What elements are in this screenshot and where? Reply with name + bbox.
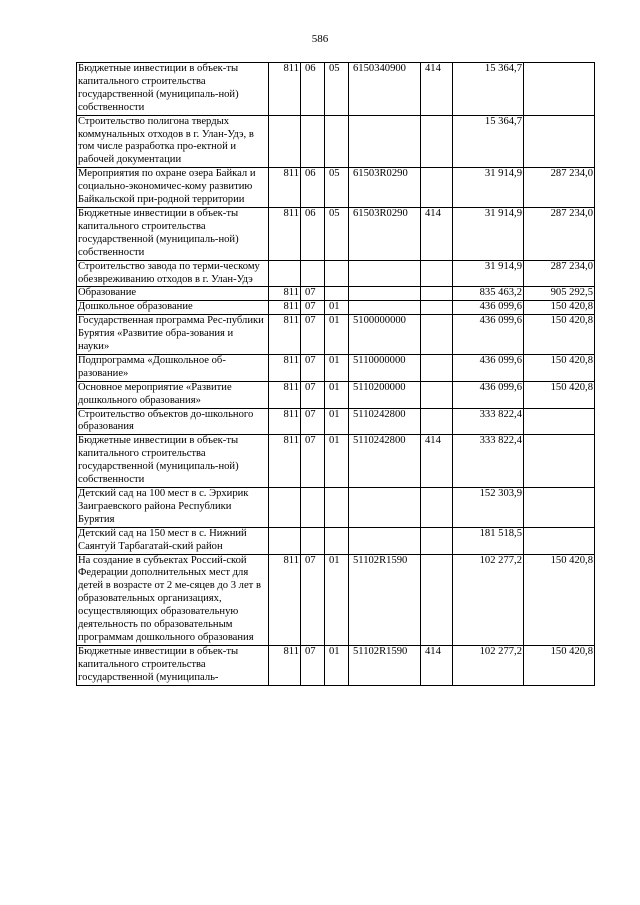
- amount-year2-cell: 150 420,8: [524, 315, 595, 355]
- amount-year1-cell: 436 099,6: [453, 381, 524, 408]
- amount-year1-cell: 31 914,9: [453, 168, 524, 208]
- expense-type-cell: [421, 354, 453, 381]
- section-code-cell: 06: [301, 63, 325, 116]
- table-row: [77, 645, 595, 685]
- expense-type-cell: 414: [421, 207, 453, 260]
- target-article-cell: [349, 260, 421, 287]
- section-code-cell: 07: [301, 315, 325, 355]
- amount-year2-cell: [524, 408, 595, 435]
- subsection-code-cell: 05: [325, 207, 349, 260]
- table-row: [77, 435, 595, 488]
- table-row: [77, 301, 595, 315]
- amount-year2-cell: [524, 527, 595, 554]
- amount-year2-cell: 150 420,8: [524, 381, 595, 408]
- table-row: [77, 287, 595, 301]
- row-name-cell: Подпрограмма «Дошкольное об-разование»: [77, 354, 269, 381]
- amount-year1-cell: 181 518,5: [453, 527, 524, 554]
- amount-year1-cell: 436 099,6: [453, 315, 524, 355]
- ministry-code-cell: [269, 260, 301, 287]
- subsection-code-cell: 01: [325, 315, 349, 355]
- target-article-cell: [349, 115, 421, 168]
- expense-type-cell: 414: [421, 63, 453, 116]
- amount-year1-cell: 835 463,2: [453, 287, 524, 301]
- section-code-cell: 07: [301, 287, 325, 301]
- amount-year2-cell: [524, 488, 595, 528]
- amount-year2-cell: 287 234,0: [524, 260, 595, 287]
- amount-year2-cell: 287 234,0: [524, 168, 595, 208]
- row-name-cell: Бюджетные инвестиции в объек-ты капитального строительства государственной (муниципаль-ной) собственности: [77, 435, 269, 488]
- section-code-cell: 07: [301, 381, 325, 408]
- expense-type-cell: [421, 260, 453, 287]
- table-row: [77, 168, 595, 208]
- amount-year1-cell: 102 277,2: [453, 554, 524, 645]
- amount-year2-cell: 150 420,8: [524, 645, 595, 685]
- section-code-cell: [301, 488, 325, 528]
- target-article-cell: 5110242800: [349, 408, 421, 435]
- expense-type-cell: [421, 287, 453, 301]
- ministry-code-cell: [269, 527, 301, 554]
- section-code-cell: 07: [301, 554, 325, 645]
- table-row: [77, 554, 595, 645]
- expense-type-cell: 414: [421, 435, 453, 488]
- table-row: [77, 354, 595, 381]
- subsection-code-cell: [325, 287, 349, 301]
- amount-year1-cell: 333 822,4: [453, 435, 524, 488]
- target-article-cell: [349, 287, 421, 301]
- subsection-code-cell: 05: [325, 63, 349, 116]
- table-row: [77, 207, 595, 260]
- row-name-cell: Строительство объектов до-школьного образования: [77, 408, 269, 435]
- row-name-cell: Бюджетные инвестиции в объек-ты капитального строительства государственной (муниципаль-ной) собственности: [77, 63, 269, 116]
- ministry-code-cell: 811: [269, 435, 301, 488]
- ministry-code-cell: 811: [269, 554, 301, 645]
- amount-year1-cell: 15 364,7: [453, 115, 524, 168]
- ministry-code-cell: 811: [269, 287, 301, 301]
- table-row: [77, 63, 595, 116]
- row-name-cell: Детский сад на 100 мест в с. Эрхирик Заиграевского района Республики Бурятия: [77, 488, 269, 528]
- target-article-cell: 6150340900: [349, 63, 421, 116]
- section-code-cell: 07: [301, 645, 325, 685]
- table-row: [77, 488, 595, 528]
- row-name-cell: Строительство полигона твердых коммунальных отходов в г. Улан-Удэ, в том числе разработка про-ектной и рабочей документации: [77, 115, 269, 168]
- table-row: [77, 381, 595, 408]
- amount-year2-cell: [524, 115, 595, 168]
- subsection-code-cell: 01: [325, 554, 349, 645]
- amount-year1-cell: 31 914,9: [453, 207, 524, 260]
- row-name-cell: Государственная программа Рес-публики Бурятия «Развитие обра-зования и науки»: [77, 315, 269, 355]
- amount-year1-cell: 31 914,9: [453, 260, 524, 287]
- expense-type-cell: [421, 381, 453, 408]
- subsection-code-cell: [325, 260, 349, 287]
- expense-type-cell: [421, 408, 453, 435]
- row-name-cell: Детский сад на 150 мест в с. Нижний Саянтуй Тарбагатай-ский район: [77, 527, 269, 554]
- target-article-cell: 5100000000: [349, 315, 421, 355]
- amount-year1-cell: 15 364,7: [453, 63, 524, 116]
- amount-year2-cell: 150 420,8: [524, 354, 595, 381]
- target-article-cell: 51102R1590: [349, 645, 421, 685]
- amount-year2-cell: [524, 63, 595, 116]
- row-name-cell: Бюджетные инвестиции в объек-ты капитального строительства государственной (муниципаль-ной) собственности: [77, 207, 269, 260]
- ministry-code-cell: 811: [269, 408, 301, 435]
- table-row: [77, 260, 595, 287]
- subsection-code-cell: 05: [325, 168, 349, 208]
- expense-type-cell: 414: [421, 645, 453, 685]
- subsection-code-cell: 01: [325, 301, 349, 315]
- section-code-cell: 06: [301, 207, 325, 260]
- row-name-cell: Мероприятия по охране озера Байкал и социально-экономичес-кому развитию Байкальской при-родной территории: [77, 168, 269, 208]
- section-code-cell: 06: [301, 168, 325, 208]
- subsection-code-cell: [325, 115, 349, 168]
- budget-table: [76, 62, 595, 686]
- section-code-cell: 07: [301, 408, 325, 435]
- amount-year1-cell: 436 099,6: [453, 301, 524, 315]
- ministry-code-cell: 811: [269, 645, 301, 685]
- target-article-cell: 51102R1590: [349, 554, 421, 645]
- amount-year2-cell: 287 234,0: [524, 207, 595, 260]
- target-article-cell: [349, 488, 421, 528]
- table-row: [77, 115, 595, 168]
- table-row: [77, 408, 595, 435]
- amount-year2-cell: 150 420,8: [524, 301, 595, 315]
- subsection-code-cell: 01: [325, 354, 349, 381]
- expense-type-cell: [421, 115, 453, 168]
- row-name-cell: Строительство завода по терми-ческому обезвреживанию отходов в г. Улан-Удэ: [77, 260, 269, 287]
- amount-year1-cell: 436 099,6: [453, 354, 524, 381]
- section-code-cell: 07: [301, 301, 325, 315]
- subsection-code-cell: 01: [325, 381, 349, 408]
- expense-type-cell: [421, 301, 453, 315]
- section-code-cell: 07: [301, 354, 325, 381]
- target-article-cell: [349, 301, 421, 315]
- section-code-cell: 07: [301, 435, 325, 488]
- subsection-code-cell: [325, 527, 349, 554]
- ministry-code-cell: [269, 488, 301, 528]
- ministry-code-cell: 811: [269, 315, 301, 355]
- ministry-code-cell: 811: [269, 354, 301, 381]
- ministry-code-cell: 811: [269, 168, 301, 208]
- ministry-code-cell: 811: [269, 301, 301, 315]
- target-article-cell: 61503R0290: [349, 207, 421, 260]
- section-code-cell: [301, 527, 325, 554]
- expense-type-cell: [421, 554, 453, 645]
- amount-year1-cell: 152 303,9: [453, 488, 524, 528]
- page-number: 586: [311, 33, 329, 45]
- target-article-cell: 5110000000: [349, 354, 421, 381]
- ministry-code-cell: [269, 115, 301, 168]
- target-article-cell: 61503R0290: [349, 168, 421, 208]
- section-code-cell: [301, 115, 325, 168]
- ministry-code-cell: 811: [269, 381, 301, 408]
- row-name-cell: На создание в субъектах Россий-ской Федерации дополнительных мест для детей в возрасте от 2 ме-сяцев до 3 лет в образовательных организациях, осуществляющих образовательную деятельность по образовательным программам дошкольного образования: [77, 554, 269, 645]
- expense-type-cell: [421, 315, 453, 355]
- row-name-cell: Бюджетные инвестиции в объек-ты капитального строительства государственной (муниципаль-: [77, 645, 269, 685]
- table-row: [77, 315, 595, 355]
- expense-type-cell: [421, 168, 453, 208]
- target-article-cell: 5110242800: [349, 435, 421, 488]
- table-row: [77, 527, 595, 554]
- amount-year1-cell: 333 822,4: [453, 408, 524, 435]
- expense-type-cell: [421, 527, 453, 554]
- expense-type-cell: [421, 488, 453, 528]
- table-body: [77, 63, 595, 686]
- ministry-code-cell: 811: [269, 63, 301, 116]
- ministry-code-cell: 811: [269, 207, 301, 260]
- amount-year2-cell: 905 292,5: [524, 287, 595, 301]
- amount-year1-cell: 102 277,2: [453, 645, 524, 685]
- amount-year2-cell: 150 420,8: [524, 554, 595, 645]
- row-name-cell: Основное мероприятие «Развитие дошкольного образования»: [77, 381, 269, 408]
- subsection-code-cell: 01: [325, 408, 349, 435]
- subsection-code-cell: [325, 488, 349, 528]
- section-code-cell: [301, 260, 325, 287]
- row-name-cell: Дошкольное образование: [77, 301, 269, 315]
- target-article-cell: 5110200000: [349, 381, 421, 408]
- row-name-cell: Образование: [77, 287, 269, 301]
- target-article-cell: [349, 527, 421, 554]
- subsection-code-cell: 01: [325, 645, 349, 685]
- amount-year2-cell: [524, 435, 595, 488]
- subsection-code-cell: 01: [325, 435, 349, 488]
